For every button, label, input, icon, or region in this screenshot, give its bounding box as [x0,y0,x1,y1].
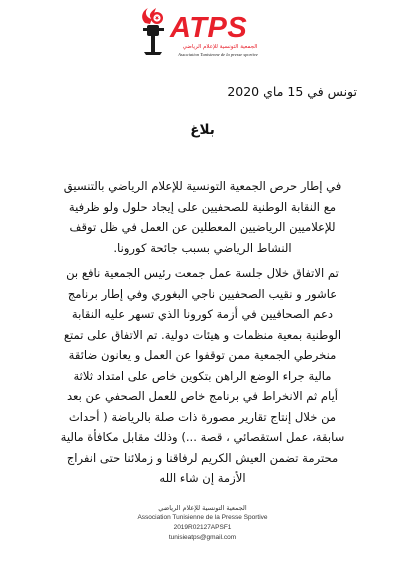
paragraph-line: من خلال إنتاج تقارير مصورة ذات صلة بالرياضة ( أحداث [68,409,337,424]
paragraph-line: مالية جراء الوضع الراهن بتكوين خاص على امتداد ثلاثة [73,368,332,383]
paragraph-line: سابقة، عمل استقصائي ، قصة ...) وذلك مقابل مكافأة مالية [60,430,345,444]
paragraph-line: منخرطي الجمعية ممن توقفوا عن العمل و يعانون ضائقة [68,348,337,362]
paragraph-line: عاشور و نقيب الصحفيين ناجي البغوري وفي إطار برنامج [67,286,338,301]
footer-name-french: Association Tunisienne de la Presse Sportive [137,514,268,521]
document-title: بلاغ [190,122,215,138]
logo-text: ATPS [170,12,248,44]
footer-email: tunisieatps@gmail.com [168,534,237,541]
paragraph-line: مع النقابة الوطنية للصحفيين على إيجاد حلول ولو ظرفية [68,199,337,214]
paragraph-line: دعم الصحافيين في أزمة كورونا الذي تسهر عليه النقابة [71,307,334,321]
footer [0,503,405,543]
paragraph-line: أيام ثم الانخراط في برنامج خاص للعمل الصحفي عن بعد [66,389,339,403]
date-line: تونس في 15 ماي 2020 [227,84,357,99]
paragraph-line: النشاط الرياضي بسبب جائحة كورونا. [113,240,292,255]
atps-logo [136,6,268,80]
paragraph-1 [50,176,355,258]
paragraph-line: الأزمة إن شاء الله [159,471,246,485]
footer-registration: 2019R02127APSF1 [173,524,232,531]
atps-logo-emblem-icon [136,6,172,56]
logo-subtitle-french: Association Tunisienne de la presse sportive [178,52,258,57]
paragraph-line: الوطنية بمعية منظمات و هيئات دولية. تم الاتفاق على تمتع [63,327,342,342]
paragraph-line: للإعلاميين الرياضيين المعطلين عن العمل في ظل توقف [69,220,336,234]
paragraph-line: محترمة تضمن العيش الكريم لرفاقنا و زملائنا حتى انفراج [66,450,339,465]
footer-name-arabic: الجمعية التونسية للإعلام الرياضي [158,504,247,512]
logo-subtitle-arabic: الجمعية التونسية للإعلام الرياضي [182,44,258,50]
paragraph-line: في إطار حرص الجمعية التونسية للإعلام الرياضي بالتنسيق [63,179,342,193]
paragraph-line: تم الاتفاق خلال جلسة عمل جمعت رئيس الجمعية نافع بن [66,266,339,280]
paragraph-2 [50,263,355,489]
